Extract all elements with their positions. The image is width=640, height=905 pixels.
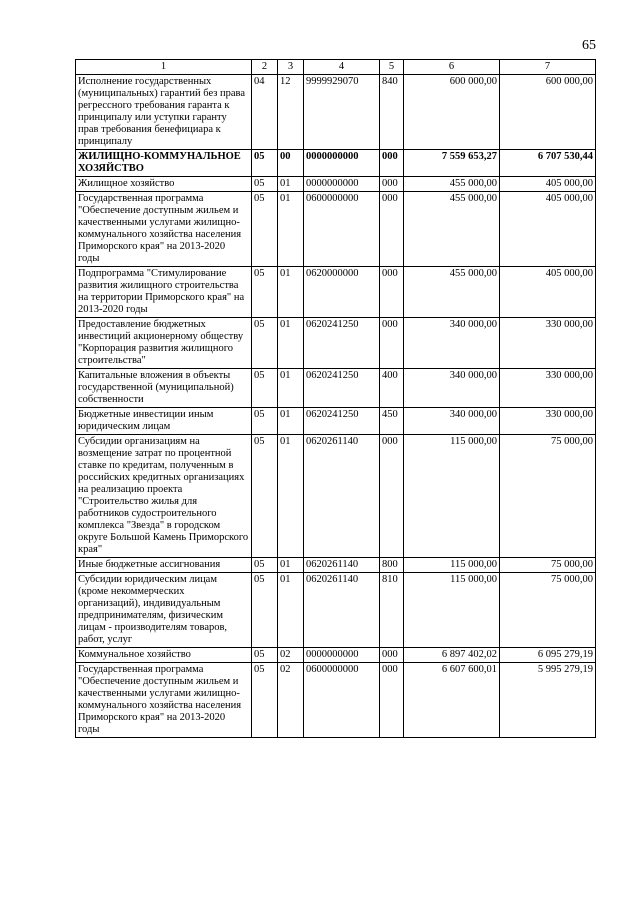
subsection-code-cell: 01 xyxy=(278,558,304,573)
table-row xyxy=(76,192,596,267)
expense-type-cell: 800 xyxy=(380,558,404,573)
section-code-cell: 05 xyxy=(252,435,278,558)
column-header: 5 xyxy=(380,60,404,75)
target-item-code-cell: 0620000000 xyxy=(304,267,380,318)
column-header: 2 xyxy=(252,60,278,75)
target-item-code-cell: 0620261140 xyxy=(304,558,380,573)
amount-year1-cell: 600 000,00 xyxy=(404,75,500,150)
row-name-cell: Государственная программа "Обеспечение доступным жильем и качественными услугами жилищно-коммунального хозяйства населения Приморского края" на 2013-2020 годы xyxy=(76,192,252,267)
row-name-cell: Субсидии организациям на возмещение затрат по процентной ставке по кредитам, полученным в российских кредитных организациях на реализацию проекта "Строительство жилья для работников судостроительного комплекса "Звезда" в городском округе Большой Камень Приморского края" xyxy=(76,435,252,558)
table-row xyxy=(76,318,596,369)
amount-year2-cell: 405 000,00 xyxy=(500,267,596,318)
subsection-code-cell: 01 xyxy=(278,408,304,435)
table-row xyxy=(76,369,596,408)
target-item-code-cell: 0620261140 xyxy=(304,573,380,648)
subsection-code-cell: 01 xyxy=(278,573,304,648)
amount-year2-cell: 600 000,00 xyxy=(500,75,596,150)
amount-year2-cell: 5 995 279,19 xyxy=(500,663,596,738)
amount-year1-cell: 7 559 653,27 xyxy=(404,150,500,177)
row-name-cell: ЖИЛИЩНО-КОММУНАЛЬНОЕ ХОЗЯЙСТВО xyxy=(76,150,252,177)
amount-year2-cell: 75 000,00 xyxy=(500,573,596,648)
amount-year1-cell: 340 000,00 xyxy=(404,318,500,369)
expense-type-cell: 400 xyxy=(380,369,404,408)
amount-year2-cell: 6 707 530,44 xyxy=(500,150,596,177)
row-name-cell: Государственная программа "Обеспечение доступным жильем и качественными услугами жилищно-коммунального хозяйства населения Приморского края" на 2013-2020 годы xyxy=(76,663,252,738)
page-number: 65 xyxy=(582,38,596,53)
amount-year1-cell: 455 000,00 xyxy=(404,267,500,318)
table-row xyxy=(76,648,596,663)
row-name-cell: Подпрограмма "Стимулирование развития жилищного строительства на территории Приморского края" на 2013-2020 годы xyxy=(76,267,252,318)
table-row xyxy=(76,408,596,435)
table-row xyxy=(76,435,596,558)
target-item-code-cell: 9999929070 xyxy=(304,75,380,150)
subsection-code-cell: 00 xyxy=(278,150,304,177)
subsection-code-cell: 01 xyxy=(278,177,304,192)
column-header: 1 xyxy=(76,60,252,75)
expense-type-cell: 000 xyxy=(380,663,404,738)
expense-type-cell: 000 xyxy=(380,192,404,267)
subsection-code-cell: 02 xyxy=(278,648,304,663)
expense-type-cell: 810 xyxy=(380,573,404,648)
amount-year1-cell: 455 000,00 xyxy=(404,177,500,192)
target-item-code-cell: 0000000000 xyxy=(304,177,380,192)
table-body xyxy=(76,75,596,738)
column-header: 6 xyxy=(404,60,500,75)
expense-type-cell: 000 xyxy=(380,150,404,177)
target-item-code-cell: 0620241250 xyxy=(304,369,380,408)
section-code-cell: 05 xyxy=(252,663,278,738)
expense-type-cell: 450 xyxy=(380,408,404,435)
section-code-cell: 05 xyxy=(252,150,278,177)
table-row xyxy=(76,663,596,738)
section-code-cell: 05 xyxy=(252,558,278,573)
subsection-code-cell: 01 xyxy=(278,369,304,408)
header-row xyxy=(76,60,596,75)
amount-year2-cell: 75 000,00 xyxy=(500,435,596,558)
amount-year1-cell: 340 000,00 xyxy=(404,408,500,435)
amount-year1-cell: 115 000,00 xyxy=(404,573,500,648)
expense-type-cell: 000 xyxy=(380,318,404,369)
target-item-code-cell: 0000000000 xyxy=(304,150,380,177)
row-name-cell: Бюджетные инвестиции иным юридическим лицам xyxy=(76,408,252,435)
section-code-cell: 05 xyxy=(252,192,278,267)
amount-year1-cell: 115 000,00 xyxy=(404,558,500,573)
amount-year2-cell: 405 000,00 xyxy=(500,177,596,192)
column-header: 4 xyxy=(304,60,380,75)
amount-year2-cell: 330 000,00 xyxy=(500,318,596,369)
expense-type-cell: 000 xyxy=(380,177,404,192)
amount-year1-cell: 6 897 402,02 xyxy=(404,648,500,663)
section-code-cell: 04 xyxy=(252,75,278,150)
section-code-cell: 05 xyxy=(252,267,278,318)
section-code-cell: 05 xyxy=(252,573,278,648)
amount-year2-cell: 405 000,00 xyxy=(500,192,596,267)
amount-year1-cell: 115 000,00 xyxy=(404,435,500,558)
amount-year2-cell: 75 000,00 xyxy=(500,558,596,573)
amount-year1-cell: 340 000,00 xyxy=(404,369,500,408)
table-row xyxy=(76,150,596,177)
row-name-cell: Коммунальное хозяйство xyxy=(76,648,252,663)
table-row xyxy=(76,573,596,648)
expense-type-cell: 000 xyxy=(380,648,404,663)
target-item-code-cell: 0620241250 xyxy=(304,408,380,435)
target-item-code-cell: 0620261140 xyxy=(304,435,380,558)
table-row xyxy=(76,267,596,318)
row-name-cell: Предоставление бюджетных инвестиций акционерному обществу "Корпорация развития жилищного строительства" xyxy=(76,318,252,369)
section-code-cell: 05 xyxy=(252,318,278,369)
amount-year2-cell: 330 000,00 xyxy=(500,408,596,435)
budget-table xyxy=(75,59,596,738)
subsection-code-cell: 01 xyxy=(278,267,304,318)
subsection-code-cell: 12 xyxy=(278,75,304,150)
row-name-cell: Капитальные вложения в объекты государственной (муниципальной) собственности xyxy=(76,369,252,408)
row-name-cell: Жилищное хозяйство xyxy=(76,177,252,192)
amount-year1-cell: 6 607 600,01 xyxy=(404,663,500,738)
subsection-code-cell: 02 xyxy=(278,663,304,738)
table-row xyxy=(76,558,596,573)
table-row xyxy=(76,177,596,192)
row-name-cell: Субсидии юридическим лицам (кроме некоммерческих организаций), индивидуальным предпринимателям, физическим лицам - производителям товаров, работ, услуг xyxy=(76,573,252,648)
section-code-cell: 05 xyxy=(252,369,278,408)
target-item-code-cell: 0600000000 xyxy=(304,663,380,738)
expense-type-cell: 000 xyxy=(380,435,404,558)
amount-year2-cell: 330 000,00 xyxy=(500,369,596,408)
section-code-cell: 05 xyxy=(252,177,278,192)
target-item-code-cell: 0620241250 xyxy=(304,318,380,369)
section-code-cell: 05 xyxy=(252,648,278,663)
target-item-code-cell: 0600000000 xyxy=(304,192,380,267)
expense-type-cell: 840 xyxy=(380,75,404,150)
amount-year1-cell: 455 000,00 xyxy=(404,192,500,267)
section-code-cell: 05 xyxy=(252,408,278,435)
subsection-code-cell: 01 xyxy=(278,318,304,369)
column-header: 7 xyxy=(500,60,596,75)
target-item-code-cell: 0000000000 xyxy=(304,648,380,663)
subsection-code-cell: 01 xyxy=(278,435,304,558)
expense-type-cell: 000 xyxy=(380,267,404,318)
row-name-cell: Иные бюджетные ассигнования xyxy=(76,558,252,573)
table-row xyxy=(76,75,596,150)
row-name-cell: Исполнение государственных (муниципальных) гарантий без права регрессного требования гаранта к принципалу или уступки гаранту прав требования бенефициара к принципалу xyxy=(76,75,252,150)
column-header: 3 xyxy=(278,60,304,75)
amount-year2-cell: 6 095 279,19 xyxy=(500,648,596,663)
subsection-code-cell: 01 xyxy=(278,192,304,267)
